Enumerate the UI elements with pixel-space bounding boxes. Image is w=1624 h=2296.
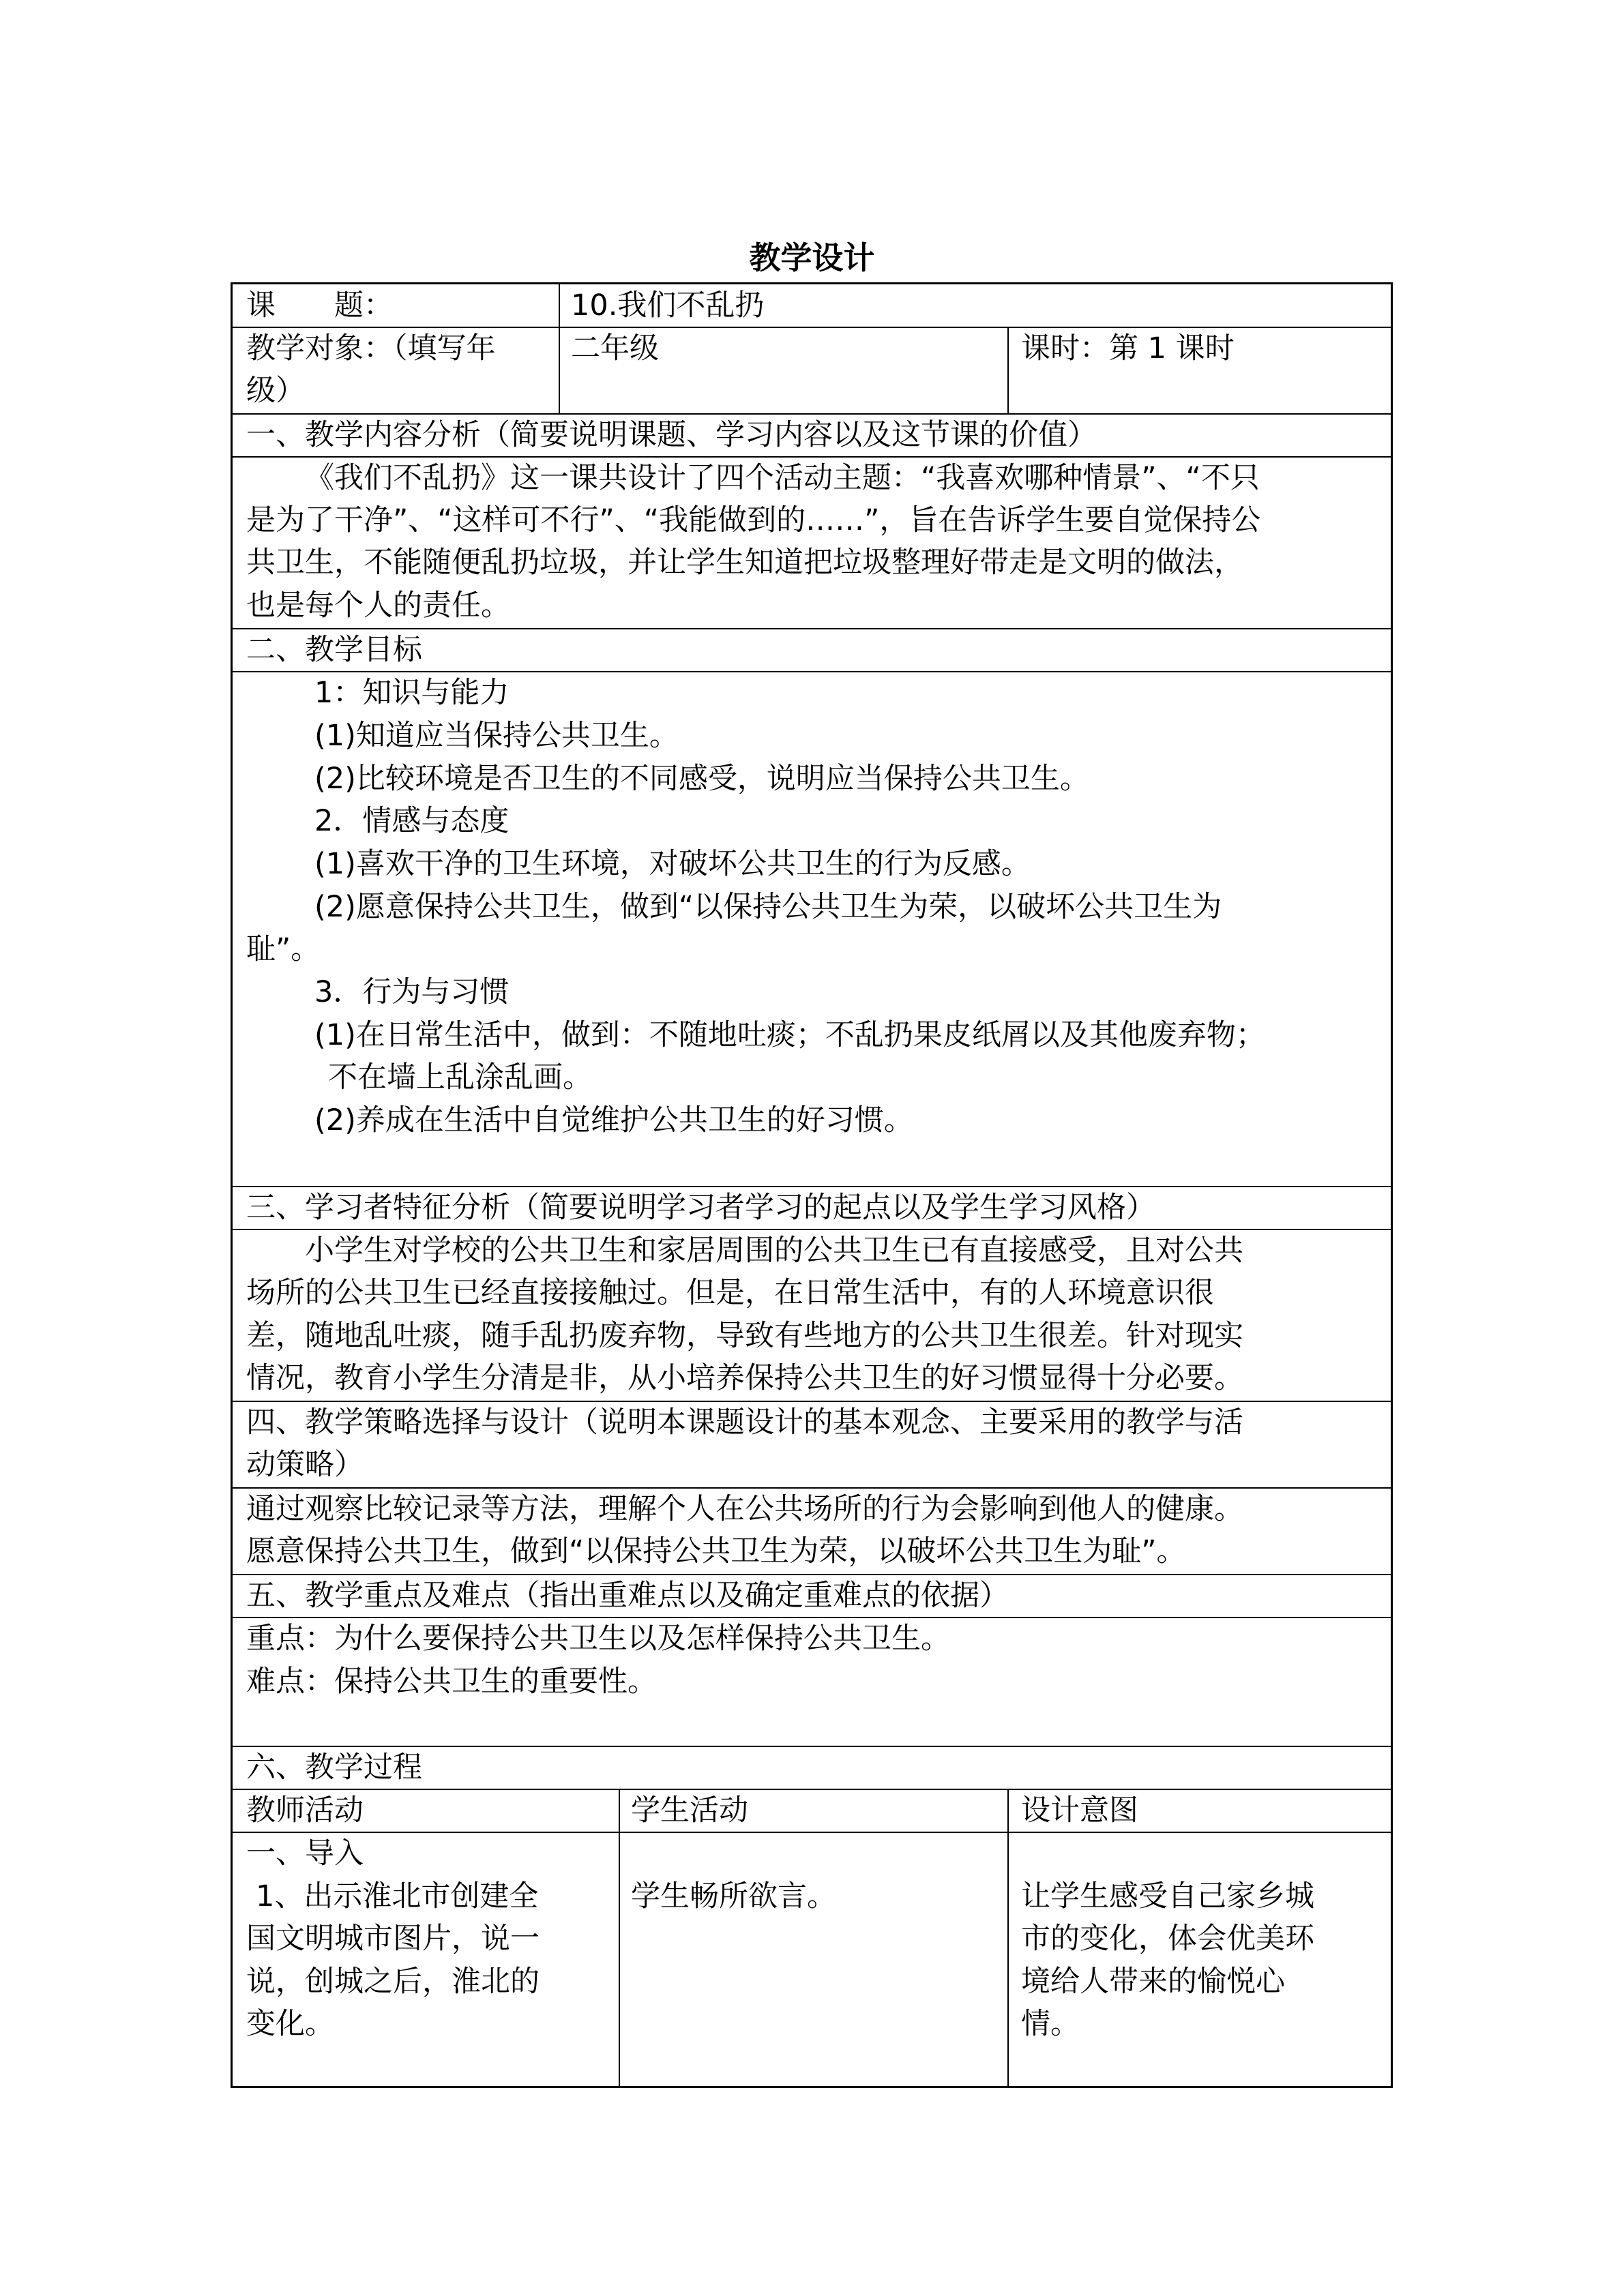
teacher-activity-line: 说，创城之后，淮北的 xyxy=(246,1965,540,1999)
lesson-plan-table xyxy=(231,282,1393,2088)
target-label-line1: 教学对象：（填写年 xyxy=(246,331,496,366)
document-title: 教学设计 xyxy=(749,239,875,276)
objective-item: (1)在日常生活中，做到：不随地吐痰；不乱扔果皮纸屑以及其他废弃物； xyxy=(314,1018,1265,1052)
column-divider xyxy=(1007,327,1009,413)
column-header-teacher: 教师活动 xyxy=(246,1793,364,1828)
content-analysis-line: 《我们不乱扔》这一课共设计了四个活动主题：“我喜欢哪种情景”、“不只 xyxy=(305,461,1260,495)
learner-analysis-line: 场所的公共卫生已经直接接触过。但是，在日常生活中，有的人环境意识很 xyxy=(246,1276,1214,1310)
objective-item-continued: 耻”。 xyxy=(246,932,321,966)
strategy-heading-line2: 动策略） xyxy=(246,1448,364,1482)
objective-item: (2)愿意保持公共卫生，做到“以保持公共卫生为荣，以破坏公共卫生为 xyxy=(314,890,1222,924)
strategy-line: 通过观察比较记录等方法，理解个人在公共场所的行为会影响到他人的健康。 xyxy=(246,1492,1243,1526)
content-analysis-heading: 一、教学内容分析（简要说明课题、学习内容以及这节课的价值） xyxy=(246,418,1097,452)
row-divider xyxy=(233,1789,1391,1790)
content-analysis-line: 共卫生，不能随便乱扔垃圾，并让学生知道把垃圾整理好带走是文明的做法， xyxy=(246,546,1243,580)
design-intent-line: 情。 xyxy=(1021,2007,1080,2041)
target-value: 二年级 xyxy=(571,331,659,366)
key-point: 重点：为什么要保持公共卫生以及怎样保持公共卫生。 xyxy=(246,1622,950,1656)
objective-item: (2)养成在生活中自觉维护公共卫生的好习惯。 xyxy=(314,1103,913,1137)
teacher-activity-line: 国文明城市图片，说一 xyxy=(246,1922,540,1956)
difficult-point: 难点：保持公共卫生的重要性。 xyxy=(246,1665,657,1699)
design-intent-line: 境给人带来的愉悦心 xyxy=(1021,1965,1285,1999)
objective-item: (2)比较环境是否卫生的不同感受，说明应当保持公共卫生。 xyxy=(314,762,1089,796)
column-header-intent: 设计意图 xyxy=(1021,1793,1138,1828)
learner-analysis-line: 情况，教育小学生分清是非，从小培养保持公共卫生的好习惯显得十分必要。 xyxy=(246,1361,1243,1395)
objective-category: 3．行为与习惯 xyxy=(314,975,510,1009)
content-analysis-line: 也是每个人的责任。 xyxy=(246,588,510,623)
student-activity-line: 学生畅所欲言。 xyxy=(631,1879,836,1913)
topic-value: 10.我们不乱扔 xyxy=(571,288,765,323)
teacher-activity-line: 变化。 xyxy=(246,2007,334,2041)
column-divider xyxy=(619,1789,620,2088)
design-intent-line: 让学生感受自己家乡城 xyxy=(1021,1879,1314,1913)
objective-item-continued: 不在墙上乱涂乱画。 xyxy=(328,1060,592,1094)
column-header-student: 学生活动 xyxy=(631,1793,748,1828)
topic-label: 课 题： xyxy=(246,288,393,323)
column-divider xyxy=(1007,1789,1009,2088)
objective-item: (1)喜欢干净的卫生环境，对破坏公共卫生的行为反感。 xyxy=(314,847,1031,881)
content-analysis-line: 是为了干净”、“这样可不行”、“我能做到的……”，旨在告诉学生要自觉保持公 xyxy=(246,503,1261,537)
teacher-activity-line: 1、出示淮北市创建全 xyxy=(256,1879,539,1913)
class-period: 课时：第 1 课时 xyxy=(1021,331,1235,366)
key-points-heading: 五、教学重点及难点（指出重难点以及确定重难点的依据） xyxy=(246,1579,1009,1613)
strategy-heading: 四、教学策略选择与设计（说明本课题设计的基本观念、主要采用的教学与活 xyxy=(246,1405,1243,1440)
teacher-activity-line: 一、导入 xyxy=(246,1836,364,1870)
strategy-line: 愿意保持公共卫生，做到“以保持公共卫生为荣，以破坏公共卫生为耻”。 xyxy=(246,1534,1186,1568)
learner-analysis-line: 小学生对学校的公共卫生和家居周围的公共卫生已有直接感受，且对公共 xyxy=(305,1234,1243,1268)
row-divider xyxy=(233,1832,1391,1833)
objective-category: 1：知识与能力 xyxy=(314,676,510,710)
design-intent-line: 市的变化，体会优美环 xyxy=(1021,1922,1314,1956)
column-divider xyxy=(559,284,560,413)
objective-item: (1)知道应当保持公共卫生。 xyxy=(314,719,679,753)
objective-category: 2．情感与态度 xyxy=(314,804,510,838)
target-label-line2: 级） xyxy=(246,374,305,408)
objectives-heading: 二、教学目标 xyxy=(246,633,422,667)
learner-analysis-line: 差，随地乱吐痰，随手乱扔废弃物，导致有些地方的公共卫生很差。针对现实 xyxy=(246,1319,1243,1353)
process-heading: 六、教学过程 xyxy=(246,1750,422,1785)
learner-analysis-heading: 三、学习者特征分析（简要说明学习者学习的起点以及学生学习风格） xyxy=(246,1191,1155,1225)
